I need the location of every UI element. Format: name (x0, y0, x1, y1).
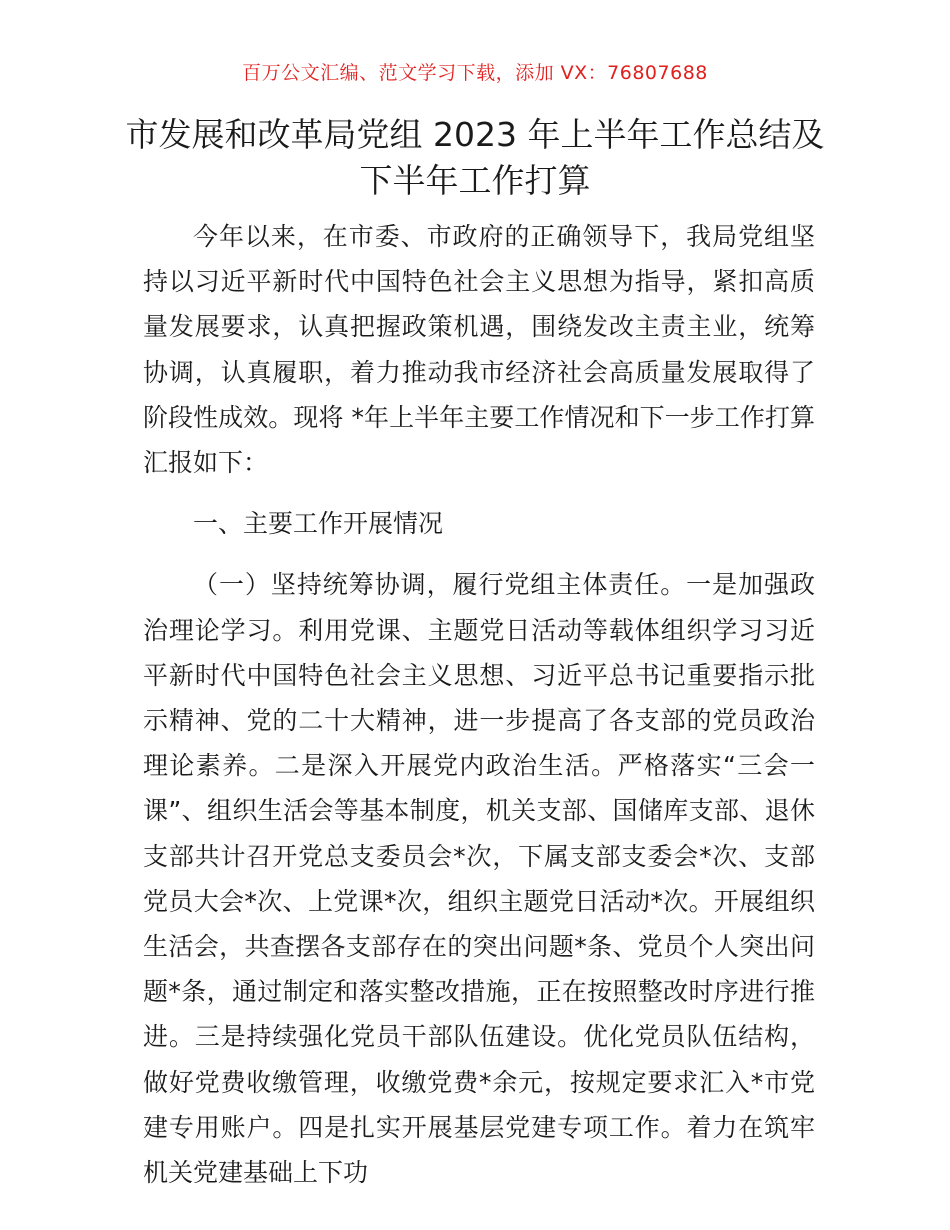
intro-paragraph: 今年以来，在市委、市政府的正确领导下，我局党组坚持以习近平新时代中国特色社会主义思想为指导，紧扣高质量发展要求，认真把握政策机遇，围绕发改主责主业，统筹协调，认真履职，着力推动我市经济社会高质量发展取得了阶段性成效。现将 *年上半年主要工作情况和下一步工作打算汇报如下： (143, 222, 815, 478)
title-line-2: 下半年工作打算 (359, 161, 591, 200)
title-line-1: 市发展和改革局党组 2023 年上半年工作总结及 (125, 115, 825, 154)
document-title (0, 112, 950, 204)
section-paragraph: （一）坚持统筹协调，履行党组主体责任。一是加强政治理论学习。利用党课、主题党日活动等载体组织学习习近平新时代中国特色社会主义思想、习近平总书记重要指示批示精神、党的二十大精神，进一步提高了各支部的党员政治理论素养。二是深入开展党内政治生活。严格落实“三会一课”、组织生活会等基本制度，机关支部、国储库支部、退休支部共计召开党总支委员会*次，下属支部支委会*次、支部党员大会*次、上党课*次，组织主题党日活动*次。开展组织生活会，共查摆各支部存在的突出问题*条、党员个人突出问题*条，通过制定和落实整改措施，正在按照整改时序进行推进。三是持续强化党员干部队伍建设。优化党员队伍结构，做好党费收缴管理，收缴党费*余元，按规定要求汇入*市党建专用账户。四是扎实开展基层党建专项工作。着力在筑牢机关党建基础上下功 (143, 570, 815, 1188)
header-advertisement: 百万公文汇编、范文学习下载，添加 VX：76807688 (242, 62, 708, 84)
document-body (143, 214, 815, 1195)
section-heading: 一、主要工作开展情况 (193, 509, 444, 539)
